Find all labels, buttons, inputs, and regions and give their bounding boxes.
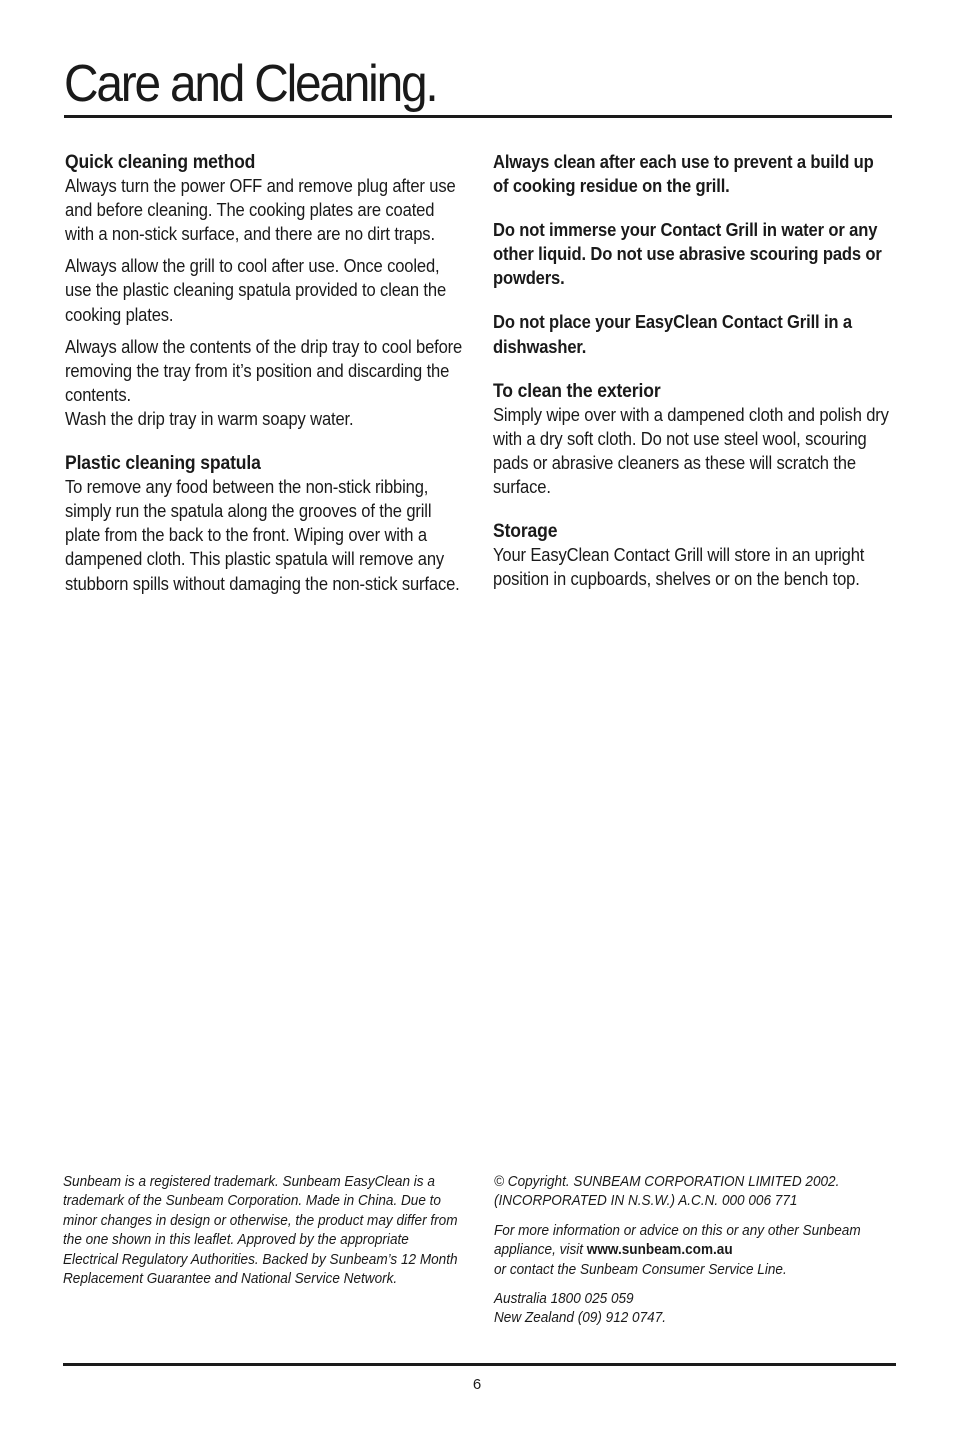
quick-cleaning-paragraph-4: Wash the drip tray in warm soapy water. <box>65 407 354 429</box>
page-title: Care and Cleaning. <box>64 55 437 113</box>
exterior-paragraph: Simply wipe over with a dampened cloth and polish dry with a dry soft cloth. Do not use steel wool, scouring pads or abrasive cleaners as these will scratch the surface. <box>493 403 889 498</box>
footer-phone-new-zealand: New Zealand (09) 912 0747. <box>494 1310 667 1327</box>
storage-paragraph: Your EasyClean Contact Grill will store in an upright position in cupboards, shelves or on the bench top. <box>493 544 865 590</box>
warning-clean-after-use: Always clean after each use to prevent a build up of cooking residue on the grill. <box>493 151 874 197</box>
footer-info <box>494 1222 894 1280</box>
left-column <box>65 150 465 596</box>
footer-info-suffix: or contact the Sunbeam Consumer Service Line. <box>494 1261 787 1278</box>
footer-copyright: © Copyright. SUNBEAM CORPORATION LIMITED 2002. <box>494 1174 840 1190</box>
footer-info-prefix: For more information or advice on this or any other Sunbeam appliance, visit <box>494 1222 861 1259</box>
quick-cleaning-heading: Quick cleaning method <box>65 151 256 173</box>
exterior-heading: To clean the exterior <box>493 379 661 402</box>
title-divider <box>64 115 892 118</box>
footer-contact <box>494 1173 899 1329</box>
footer-divider <box>63 1363 896 1366</box>
storage-heading: Storage <box>493 520 558 543</box>
spatula-heading: Plastic cleaning spatula <box>65 452 261 475</box>
warning-do-not-immerse: Do not immerse your Contact Grill in water or any other liquid. Do not use abrasive scouring pads or powders. <box>493 219 882 289</box>
quick-cleaning-paragraph-2: Always allow the grill to cool after use. Once cooled, use the plastic cleaning spatula provided to clean the cooking plates. <box>65 255 447 325</box>
footer-incorporated: (INCORPORATED IN N.S.W.) A.C.N. 000 006 771 <box>494 1193 798 1210</box>
warning-no-dishwasher: Do not place your EasyClean Contact Grill in a dishwasher. <box>493 311 852 357</box>
right-column <box>493 150 893 591</box>
page-number: 6 <box>472 1376 482 1393</box>
quick-cleaning-paragraph-3: Always allow the contents of the drip tray to cool before removing the tray from it’s position and discarding the contents. <box>65 335 463 405</box>
quick-cleaning-paragraph-1: Always turn the power OFF and remove plug after use and before cleaning. The cooking plates are coated with a non-stick surface, and there are no dirt traps. <box>65 175 456 245</box>
spatula-paragraph: To remove any food between the non-stick ribbing, simply run the spatula along the grooves of the grill plate from the back to the front. Wiping over with a dampened cloth. This plastic spatula will remove any stubborn spills without damaging the non-stick surface. <box>65 476 460 594</box>
footer-phone-australia: Australia 1800 025 059 <box>494 1291 634 1308</box>
footer-legal <box>63 1173 468 1289</box>
footer-legal-text: Sunbeam is a registered trademark. Sunbeam EasyClean is a trademark of the Sunbeam Corporation. Made in China. Due to minor changes in design or otherwise, the product may differ from the one shown in this leaflet. Approved by the appropriate Electrical Regulatory Authorities. Backed by Sunbeam’s 12 Month Replacement Guarantee and National Service Network. <box>63 1174 458 1288</box>
footer-website-link[interactable]: www.sunbeam.com.au <box>586 1242 733 1259</box>
